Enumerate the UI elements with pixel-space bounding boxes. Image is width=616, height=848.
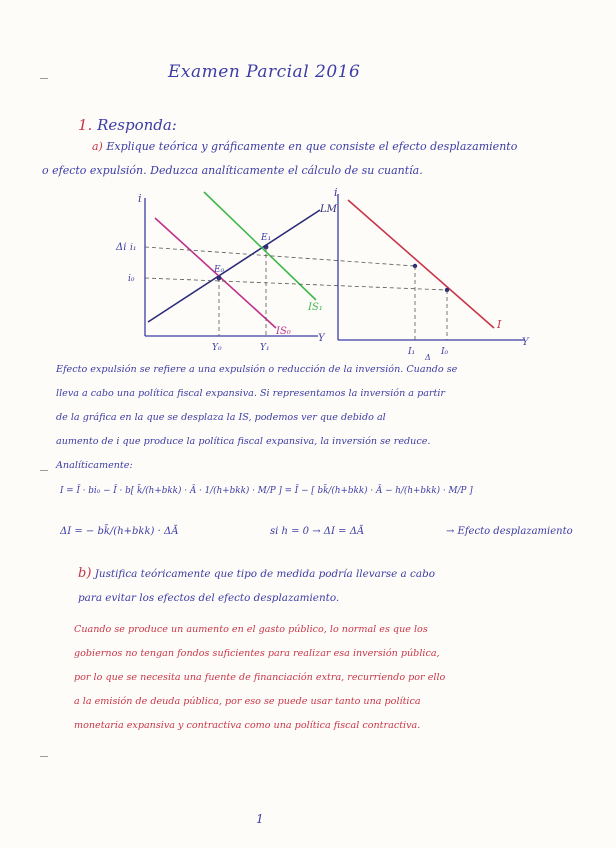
answer-b-line: monetaria expansiva y contractiva como una política fiscal contractiva. — [74, 720, 421, 731]
point-e1-label: E₁ — [261, 233, 272, 243]
left-y-axis-label: i — [138, 192, 142, 205]
point-e0-label: E₀ — [214, 265, 225, 275]
tick-i1: i₁ — [130, 243, 137, 253]
formula-line1: I = Ī · bi₀ − Ī · b[ k̄/(h+bkk) · Ā · 1/(h+bkk) · M/P ] = Ī − [ bk̄/(h+bkk) · Ā − h/(h+bkk) · M/P ] — [60, 486, 473, 496]
tick-y1: Y₁ — [260, 343, 270, 353]
question-a-line2: o efecto expulsión. Deduzca analíticamente el cálculo de su cuantía. — [42, 164, 423, 177]
section-title: Responda: — [97, 116, 177, 134]
margin-mark — [40, 470, 48, 471]
left-x-axis-label: Y — [318, 333, 325, 344]
formula-result: → Efecto desplazamiento — [446, 526, 573, 537]
lm-curve — [148, 210, 320, 322]
investment-curve — [348, 200, 494, 328]
answer-b-line: a la emisión de deuda pública, por eso se puede usar tanto una política — [74, 696, 421, 707]
answer-b-line: Cuando se produce un aumento en el gasto público, lo normal es que los — [74, 624, 428, 635]
tick-investment-1: I₁ — [408, 347, 416, 357]
answer-b-line: por lo que se necesita una fuente de financiación extra, recurriendo por ello — [74, 672, 446, 683]
tick-i0: i₀ — [128, 274, 135, 284]
explanation-line: de la gráfica en la que se desplaza la IS, podemos ver que debido al — [56, 412, 386, 423]
question-a-label: a) — [92, 140, 103, 153]
explanation-line: lleva a cabo una política fiscal expansiva. Si representamos la inversión a partir — [56, 388, 446, 399]
formula-condition: si h = 0 → ΔI = ΔĀ — [270, 526, 365, 537]
section-heading — [78, 116, 177, 134]
is1-label: IS₁ — [308, 302, 323, 313]
investment-label: I — [497, 318, 502, 331]
question-b-line1 — [78, 566, 435, 581]
question-a-line1 — [92, 140, 517, 153]
tick-y0: Y₀ — [212, 343, 222, 353]
question-b-label: b) — [78, 566, 92, 581]
page-title: Examen Parcial 2016 — [168, 62, 361, 82]
lm-label: LM — [320, 204, 337, 215]
margin-mark — [40, 78, 48, 79]
delta-i-symbol: Δi — [116, 242, 127, 253]
right-x-axis-label: Y — [522, 337, 529, 348]
explanation-line: Efecto expulsión se refiere a una expulsión o reducción de la inversión. Cuando se — [56, 364, 458, 375]
islm-graph — [0, 188, 616, 368]
question-b-line2: para evitar los efectos del efecto desplazamiento. — [78, 592, 340, 604]
answer-b-line: gobiernos no tengan fondos suficientes para realizar esa inversión pública, — [74, 648, 440, 659]
is0-label: IS₀ — [276, 326, 291, 337]
formula-line2: ΔI = − bk̄/(h+bkk) · ΔĀ — [60, 526, 179, 537]
question-b-text1: Justifica teóricamente que tipo de medida podría llevarse a cabo — [94, 568, 435, 580]
margin-mark — [40, 756, 48, 757]
tick-investment-0: I₀ — [441, 347, 449, 357]
question-a-text1: Explique teórica y gráficamente en que consiste el efecto desplazamiento — [106, 140, 518, 153]
delta-investment: Δ — [425, 353, 431, 362]
section-number: 1. — [78, 116, 93, 134]
analytic-label: Analíticamente: — [56, 460, 133, 471]
page-number: 1 — [256, 812, 264, 826]
explanation-line: aumento de i que produce la política fiscal expansiva, la inversión se reduce. — [56, 436, 431, 447]
right-y-axis-label: i — [334, 188, 338, 199]
